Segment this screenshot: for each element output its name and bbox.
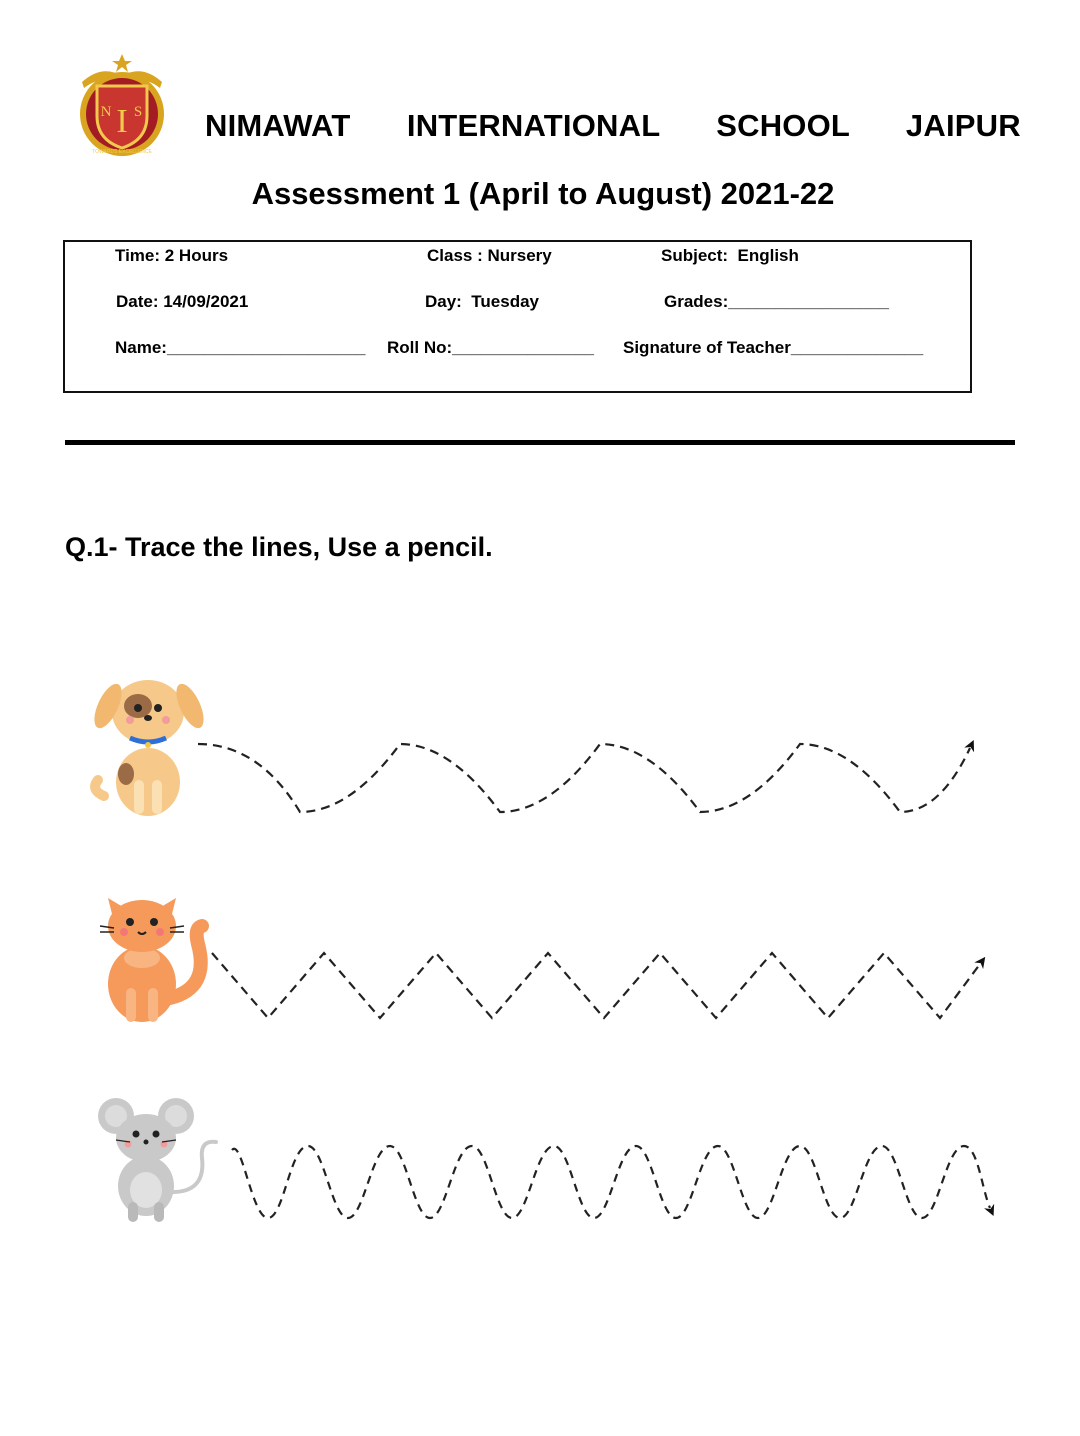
- class-field: Class : Nursery: [427, 246, 552, 265]
- grades-field[interactable]: Grades:_________________: [664, 292, 889, 311]
- name-field[interactable]: Name:_____________________: [115, 338, 366, 357]
- assessment-title: Assessment 1 (April to August) 2021-22: [251, 176, 835, 211]
- logo-letter-i: I: [116, 103, 128, 140]
- logo-motto: TOWARDS EXCELLENCE: [92, 149, 152, 155]
- school-name: NIMAWAT INTERNATIONAL SCHOOL JAIPUR: [205, 108, 1021, 143]
- roll-no-field[interactable]: Roll No:_______________: [387, 338, 594, 357]
- date-field: Date: 14/09/2021: [116, 292, 249, 311]
- teacher-signature-field[interactable]: Signature of Teacher______________: [623, 338, 924, 357]
- subject-field: Subject: English: [661, 246, 799, 265]
- logo-letter-n: N: [100, 104, 112, 120]
- wave-trace-line[interactable]: [198, 744, 970, 812]
- day-field: Day: Tuesday: [425, 292, 540, 311]
- question-1-text: Q.1- Trace the lines, Use a pencil.: [65, 532, 493, 562]
- logo-letter-s: S: [133, 104, 143, 120]
- time-field: Time: 2 Hours: [115, 246, 229, 265]
- zigzag-trace-line[interactable]: [212, 953, 980, 1018]
- loops-trace-line[interactable]: [232, 1146, 990, 1218]
